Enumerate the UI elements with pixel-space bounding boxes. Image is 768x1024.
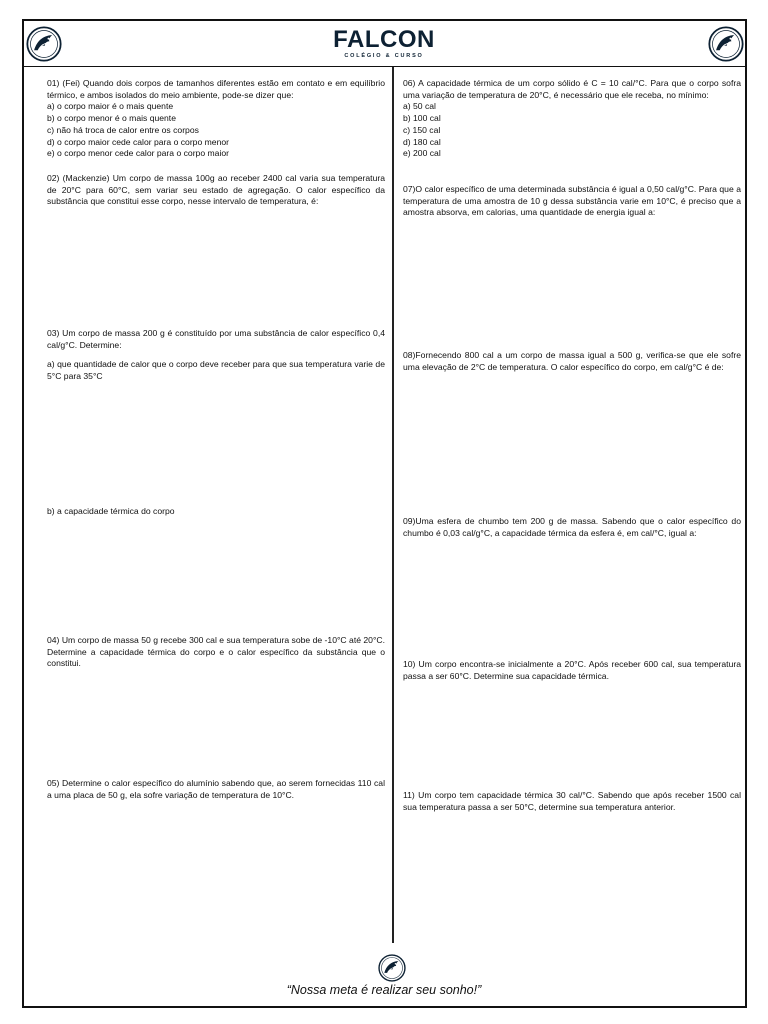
question-02: [47, 173, 385, 208]
question-text: 08)Fornecendo 800 cal a um corpo de massa igual a 500 g, verifica-se que ele sofre uma elevação de 2°C de temperatura. O calor específico do corpo, em cal/g°C é de:: [403, 350, 741, 372]
option-d: d) 180 cal: [403, 136, 441, 147]
option-list: [47, 101, 385, 160]
question-05: [47, 778, 385, 801]
question-08: [403, 350, 741, 373]
option-e: e) o corpo menor cede calor para o corpo maior: [47, 148, 229, 159]
column-divider: [392, 67, 394, 943]
question-01: [47, 78, 385, 160]
question-part-a: a) que quantidade de calor que o corpo deve receber para que sua temperatura varie de 5°C para 35°C: [47, 359, 385, 382]
question-text: 09)Uma esfera de chumbo tem 200 g de massa. Sabendo que o calor específico do chumbo é 0,03 cal/g°C, a capacidade térmica da esfera é, em cal/°C, igual a:: [403, 516, 741, 538]
question-part-b: b) a capacidade térmica do corpo: [47, 506, 175, 516]
option-a: a) o corpo maior é o mais quente: [47, 101, 174, 112]
falcon-crest-icon: [708, 26, 744, 62]
falcon-crest-icon: [378, 954, 406, 982]
option-c: c) 150 cal: [403, 124, 441, 135]
question-07: [403, 184, 741, 219]
question-text: 07)O calor específico de uma determinada substância é igual a 0,50 cal/g°C. Para que a temperatura de uma amostra de 10 g dessa substância varie em 10°C, é preciso que a amostra absorva, em calorias, uma quantidade de energia igual a:: [403, 184, 741, 218]
falcon-crest-icon: [26, 26, 62, 62]
question-03: [47, 328, 385, 383]
question-04: [47, 635, 385, 670]
brand-subtitle: COLÉGIO & CURSO: [344, 53, 424, 59]
brand-name: FALCON: [333, 26, 435, 53]
option-a: a) 50 cal: [403, 101, 436, 112]
question-06: [403, 78, 741, 160]
question-text: 05) Determine o calor específico do alumínio sabendo que, ao serem fornecidas 110 cal a uma placa de 50 g, ela sofre variação de temperatura de 10°C.: [47, 778, 385, 800]
question-09: [403, 516, 741, 539]
footer-motto: “Nossa meta é realizar seu sonho!”: [286, 983, 482, 997]
option-b: b) o corpo menor é o mais quente: [47, 113, 176, 124]
header-divider: [22, 66, 747, 67]
question-text: 10) Um corpo encontra-se inicialmente a 20°C. Após receber 600 cal, sua temperatura passa a ser 60°C. Determine sua capacidade térmica.: [403, 659, 741, 681]
question-text: 01) (Fei) Quando dois corpos de tamanhos diferentes estão em contato e em equilíbrio térmico, e ambos isolados do meio ambiente, pode-se dizer que:: [47, 78, 385, 100]
option-c: c) não há troca de calor entre os corpos: [47, 124, 199, 135]
brand-block: [300, 28, 468, 60]
question-text: 06) A capacidade térmica de um corpo sólido é C = 10 cal/°C. Para que o corpo sofra uma variação de temperatura de 20°C, é necessário que ele receba, no mínimo:: [403, 78, 741, 100]
question-text: 04) Um corpo de massa 50 g recebe 300 cal e sua temperatura sobe de -10°C até 20°C. Determine a capacidade térmica do corpo e o calor específico da substância que o constitui.: [47, 635, 385, 669]
question-11: [403, 790, 741, 813]
option-d: d) o corpo maior cede calor para o corpo menor: [47, 136, 229, 147]
question-10: [403, 659, 741, 682]
question-03-part-b: [47, 506, 385, 518]
question-text: 02) (Mackenzie) Um corpo de massa 100g ao receber 2400 cal varia sua temperatura de 20°C para 60°C, sem variar seu estado de agregação. O calor específico da substância que constitui esse corpo, nesse intervalo de temperatura, é:: [47, 173, 385, 207]
option-list: [403, 101, 741, 160]
option-e: e) 200 cal: [403, 148, 441, 159]
option-b: b) 100 cal: [403, 113, 441, 124]
question-text: 03) Um corpo de massa 200 g é constituído por uma substância de calor específico 0,4 cal/g°C. Determine:: [47, 328, 385, 350]
question-text: 11) Um corpo tem capacidade térmica 30 cal/°C. Sabendo que após receber 1500 cal sua temperatura passa a ser 50°C, determine sua temperatura anterior.: [403, 790, 741, 812]
